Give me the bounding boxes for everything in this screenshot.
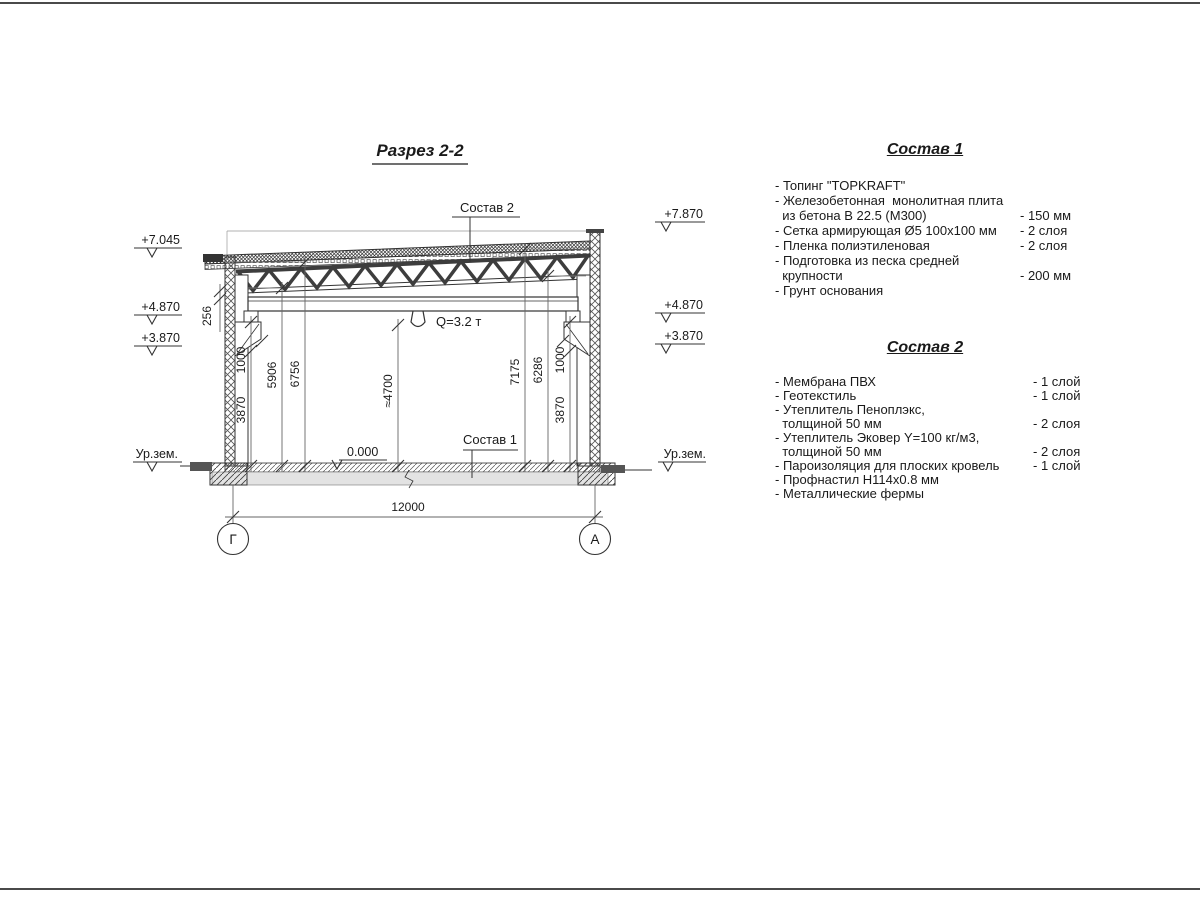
dim-6756: 6756 [288, 360, 302, 388]
right-column [577, 275, 590, 466]
ground-stub-left [190, 462, 212, 471]
crane-beam [248, 297, 578, 311]
elev-3870-left: +3.870 [141, 331, 180, 345]
axis-markers [218, 524, 611, 555]
crane-capacity-label: Q=3.2 т [436, 314, 482, 329]
list-item: - Геотекстиль - 1 слой [775, 388, 1081, 403]
list-item: - Мембрана ПВХ - 1 слой [775, 374, 1081, 389]
dim-7175: 7175 [508, 358, 522, 386]
roof-edge-flashing [203, 254, 223, 262]
parapet-cap [586, 229, 604, 233]
dim-6286: 6286 [531, 356, 545, 384]
elev-7870: +7.870 [664, 207, 703, 221]
sostav2-callout-label: Состав 2 [460, 200, 514, 215]
sostav1-list [775, 178, 1085, 298]
elevation-marks-right [655, 207, 706, 471]
list-item: - Подготовка из песка средней [775, 253, 960, 268]
list-item: - Железобетонная монолитная плита [775, 193, 1004, 208]
list-item: - Утеплитель Эковер Y=100 кг/м3, [775, 430, 980, 445]
dim-1000-right: 1000 [553, 346, 567, 374]
list-item: - Профнастил Н114х0.8 мм [775, 472, 939, 487]
elevation-marks-left [133, 233, 182, 471]
sostav2-title: Состав 2 [886, 339, 964, 356]
drawing-title [372, 141, 468, 164]
sostav1-callout-label: Состав 1 [463, 432, 517, 447]
sostav2-section [775, 338, 1085, 501]
dim-1000-left: 1000 [234, 346, 248, 374]
composition-panel [775, 140, 1085, 501]
list-item: крупности - 200 мм [775, 268, 1072, 283]
dim-4700: ≈4700 [381, 374, 395, 408]
ground-level-label-left: Ур.зем. [135, 447, 178, 461]
sostav2-list [775, 375, 1085, 501]
list-item: толщиной 50 мм - 2 слоя [775, 444, 1081, 459]
left-foundation [210, 463, 247, 485]
svg-text:Разрез 2-2: Разрез 2-2 [376, 141, 464, 160]
dim-256: 256 [200, 305, 214, 327]
list-item: - Металлические фермы [775, 486, 924, 501]
ground-level-label-right: Ур.зем. [663, 447, 706, 461]
dim-3870-right: 3870 [553, 396, 567, 424]
list-item: - Топинг "TOPKRAFT" [775, 178, 906, 193]
list-item: - Утеплитель Пеноплэкс, [775, 402, 925, 417]
axis-label-right: А [590, 532, 600, 547]
elev-3870-right: +3.870 [664, 329, 703, 343]
sostav1-title: Состав 1 [886, 141, 964, 158]
sheet-bottom-border [0, 888, 1200, 890]
list-item: - Сетка армирующая Ø5 100х100 мм - 2 слоя [775, 223, 1068, 238]
list-item: - Грунт основания [775, 283, 884, 298]
dim-12000: 12000 [391, 500, 425, 514]
elev-4870-right: +4.870 [664, 298, 703, 312]
crane-hook-icon [411, 311, 425, 327]
sostav1-section [775, 140, 1085, 298]
crane-runway [235, 297, 590, 356]
list-item: из бетона В 22.5 (М300) - 150 мм [775, 208, 1072, 223]
dim-3870-left: 3870 [234, 396, 248, 424]
elev-4870-left: +4.870 [141, 300, 180, 314]
elev-7045: +7.045 [141, 233, 180, 247]
right-wall [590, 232, 600, 466]
dim-5906: 5906 [265, 361, 279, 389]
ground-stub-right [601, 465, 625, 473]
list-item: - Пароизоляция для плоских кровель - 1 слой [775, 458, 1081, 473]
zero-level-label: 0.000 [347, 445, 379, 459]
section-drawing [0, 0, 760, 600]
list-item: - Пленка полиэтиленовая - 2 слоя [775, 238, 1068, 253]
floor-slab [212, 472, 608, 485]
axis-label-left: Г [229, 532, 237, 547]
list-item: толщиной 50 мм - 2 слоя [775, 416, 1081, 431]
span-dimension [225, 485, 603, 523]
right-beam-pedestal [566, 311, 580, 322]
